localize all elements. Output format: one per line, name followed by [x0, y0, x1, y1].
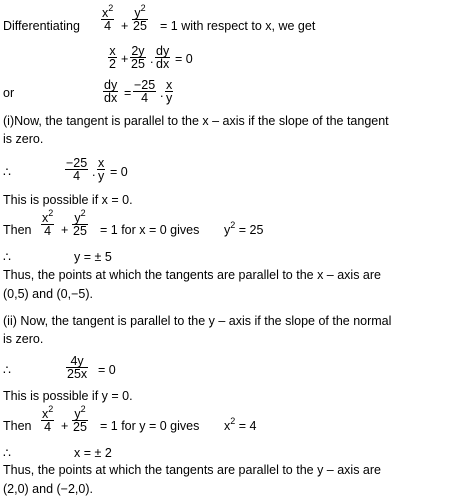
part-i-line2: is zero.	[3, 132, 44, 146]
y-value: y = ± 5	[74, 250, 112, 264]
x-squared-result: $x^2 = 4$	[224, 416, 257, 433]
fraction-dy-over-dx: $\frac{dy}{dx}$	[156, 44, 170, 71]
dot-operator: .	[160, 86, 164, 100]
dot-operator: .	[92, 165, 96, 179]
therefore-symbol: ∴	[3, 250, 11, 264]
fraction-x2-over-4: $\frac{x^2}{4}$	[42, 404, 54, 434]
fraction-x-over-y: $\frac{x}{y}$	[166, 78, 173, 105]
line16-text: = 1 for y = 0 gives	[100, 419, 200, 433]
fraction-neg25-over-4: $\frac{-25}{4}$	[134, 78, 156, 105]
x-value: x = ± 2	[74, 446, 112, 460]
or-label: or	[3, 86, 15, 100]
fraction-x2-over-4: $\frac{x^2}{4}$	[42, 208, 54, 238]
fraction-x-over-y: $\frac{x}{y}$	[98, 156, 105, 183]
equals-zero: = 0	[110, 165, 128, 179]
plus-sign: +	[61, 419, 69, 433]
line8-text: = 1 for x = 0 gives	[100, 223, 200, 237]
points-x-axis: (0,5) and (0,−5).	[3, 287, 93, 301]
fraction-2y-over-25: $\frac{2y}{25}$	[131, 44, 145, 71]
part-ii-line1: (ii) Now, the tangent is parallel to the y – axis if the slope of the normal	[3, 314, 392, 328]
fraction-x-over-2: $\frac{x}{2}$	[109, 44, 116, 71]
possible-if-y0: This is possible if y = 0.	[3, 389, 133, 403]
conclusion-y-axis: Thus, the points at which the tangents are parallel to the y – axis are	[3, 463, 381, 477]
equals-sign: =	[124, 86, 132, 100]
therefore-symbol: ∴	[3, 363, 11, 377]
therefore-symbol: ∴	[3, 165, 11, 179]
then-label: Then	[3, 419, 32, 433]
points-y-axis: (2,0) and (−2,0).	[3, 482, 93, 496]
plus-sign: +	[61, 223, 69, 237]
possible-if-x0: This is possible if x = 0.	[3, 193, 133, 207]
plus-sign: +	[121, 19, 129, 33]
fraction-dy-over-dx: $\frac{dy}{dx}$	[104, 78, 118, 105]
differentiating-label: Differentiating	[3, 19, 80, 33]
fraction-y2-over-25: $\frac{y^2}{25}$	[133, 3, 147, 33]
fraction-y2-over-25: $\frac{y^2}{25}$	[73, 404, 87, 434]
therefore-symbol: ∴	[3, 446, 11, 460]
equals-zero: = 0	[98, 363, 116, 377]
fraction-x2-over-4: $\frac{x^2}{4}$	[102, 3, 114, 33]
fraction-y2-over-25: $\frac{y^2}{25}$	[73, 208, 87, 238]
then-label: Then	[3, 223, 32, 237]
line1-text: = 1 with respect to x, we get	[160, 19, 316, 33]
part-i-line1: (i)Now, the tangent is parallel to the x – axis if the slope of the tangent	[3, 114, 389, 128]
fraction-neg25-over-4: $\frac{-25}{4}$	[66, 156, 88, 183]
part-ii-line2: is zero.	[3, 332, 44, 346]
fraction-4y-over-25x: $\frac{4y}{25x}$	[67, 354, 88, 381]
conclusion-x-axis: Thus, the points at which the tangents are parallel to the x – axis are	[3, 268, 381, 282]
y-squared-result: $y^2 = 25$	[224, 220, 264, 237]
dot-operator: .	[150, 52, 154, 66]
plus-sign: +	[121, 52, 129, 66]
equals-zero: = 0	[175, 52, 193, 66]
